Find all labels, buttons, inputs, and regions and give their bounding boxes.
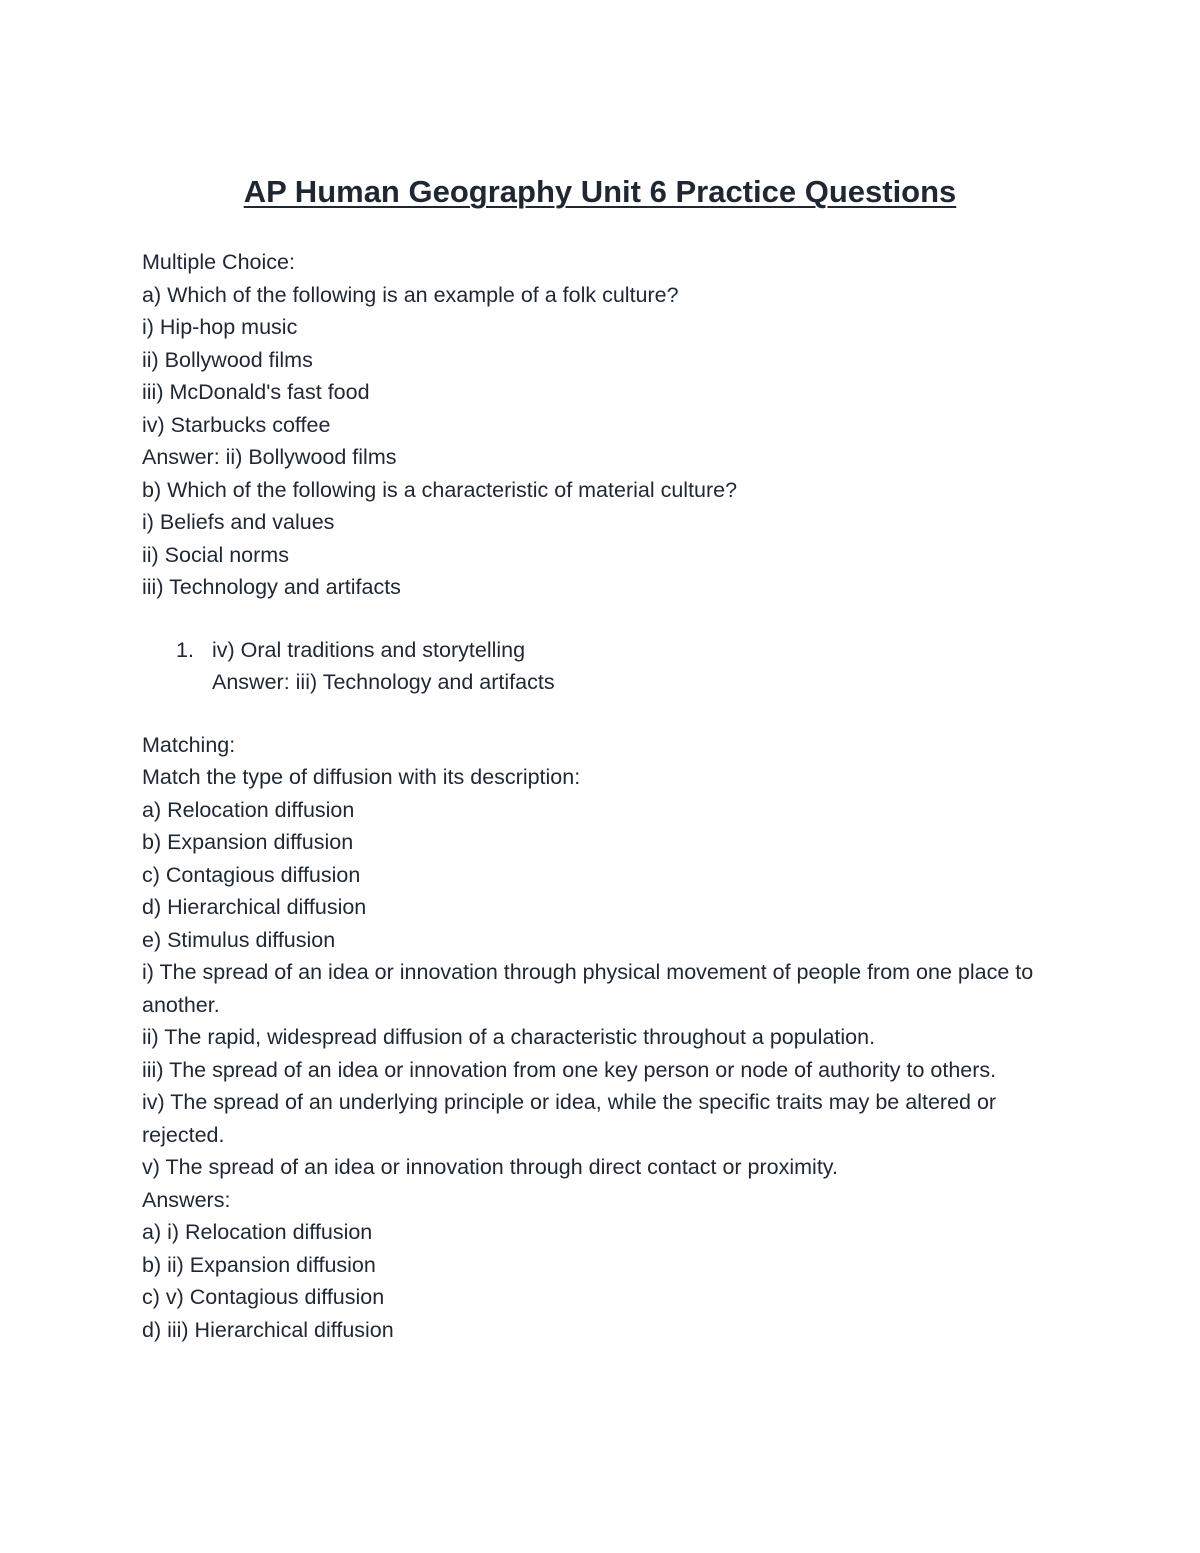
question-b-option-1: i) Beliefs and values [142,510,335,534]
matching-term-e: e) Stimulus diffusion [142,927,336,952]
matching-description-v: v) The spread of an idea or innovation through direct contact or proximity. [142,1155,838,1179]
matching-answer-b: b) ii) Expansion diffusion [142,1252,376,1277]
matching-description-i: i) The spread of an idea or innovation through physical movement of people from one place to another. [142,960,1034,1017]
question-a-option-1: i) Hip-hop music [142,315,298,339]
matching-description-iv: iv) The spread of an underlying principle or idea, while the specific traits may be altered or rejected. [142,1090,997,1147]
list-number: 1. [176,637,194,662]
matching-answer-d: d) iii) Hierarchical diffusion [142,1317,394,1342]
spacer [142,604,1062,634]
question-b-option-4: iv) Oral traditions and storytelling [212,637,526,662]
matching-term-d: d) Hierarchical diffusion [142,895,367,919]
question-b: b) Which of the following is a characteristic of material culture? [142,477,738,502]
matching-answer-c: c) v) Contagious diffusion [142,1285,385,1309]
matching-answer-a: a) i) Relocation diffusion [142,1220,373,1244]
page-title: AP Human Geography Unit 6 Practice Questions [243,174,957,209]
matching-description-iii: iii) The spread of an idea or innovation from one key person or node of authority to others. [142,1057,997,1082]
question-a-answer: Answer: ii) Bollywood films [142,445,397,469]
section-heading-matching: Matching: [142,732,236,757]
matching-description-ii: ii) The rapid, widespread diffusion of a characteristic throughout a population. [142,1025,876,1049]
numbered-list-item [142,634,1062,699]
question-b-answer: Answer: iii) Technology and artifacts [212,670,555,694]
question-a-option-4: iv) Starbucks coffee [142,412,331,437]
spacer [142,699,1062,729]
question-a-option-2: ii) Bollywood films [142,347,313,372]
matching-term-c: c) Contagious diffusion [142,862,361,887]
matching-term-a: a) Relocation diffusion [142,797,355,822]
answers-heading: Answers: [142,1187,231,1212]
section-heading-multiple-choice: Multiple Choice: [142,250,295,274]
question-b-option-2: ii) Social norms [142,542,289,567]
document-body [142,246,1062,1346]
question-a-option-3: iii) McDonald's fast food [142,380,370,404]
matching-term-b: b) Expansion diffusion [142,830,354,854]
question-a: a) Which of the following is an example of a folk culture? [142,282,679,307]
matching-instruction: Match the type of diffusion with its description: [142,765,581,789]
question-b-option-3: iii) Technology and artifacts [142,575,401,599]
